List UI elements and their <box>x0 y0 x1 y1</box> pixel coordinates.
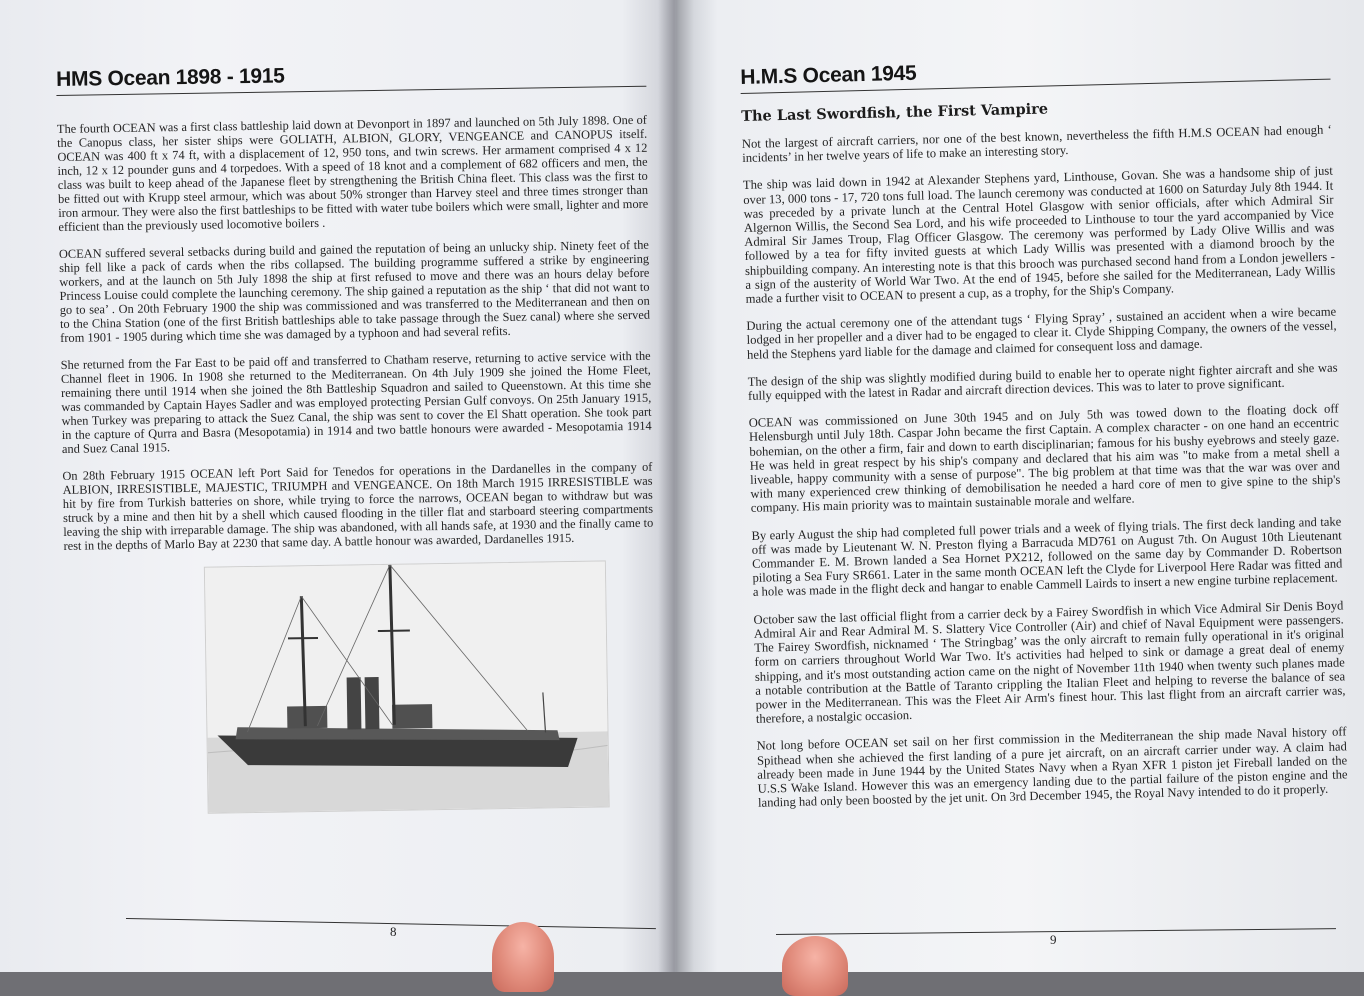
battleship-photo <box>204 560 610 813</box>
fingertip <box>782 936 848 996</box>
right-paragraph-7: October saw the last official flight from a carrier deck by a Fairey Swordfish in which Vice Admiral Sir Denis Boyd Admiral Air and Rear Admiral M. S. Slattery Vice Controller (Air) and chief of Naval Equipment were passengers. The Fairey Swordfish, nicknamed ‘ The Stringbag’ was the only aircraft to remain fully operational in it's original form on carriers throughout World War Two. It's activities had helped to sink or damage a great deal of enemy shipping, and it's most outstanding action came on the night of November 11th 1940 when twenty such planes made a notable contribution at the Battle of Taranto crippling the Italian Fleet and helping to reverse the balance of sea power in the Mediterranean. This was the Fleet Air Arm's finest hour. This last flight from an aircraft carrier was, therefore, a nostalgic occasion. <box>753 598 1346 726</box>
right-paragraph-8: Not long before OCEAN set sail on her first commission in the Mediterranean the ship made Naval history off Spithead when she achieved the first landing of a pure jet aircraft, on an aircraft carrier under way. A claim had already been made in June 1944 by the United States Navy when a Ryan XFR 1 piston jet Fireball landed on the U.S.S Wake Island. However this was an emergency landing due to the partial failure of the piston engine and the landing had only been boosted by the jet unit. On 3rd December 1945, the Royal Navy intended to do it properly. <box>756 725 1348 810</box>
left-paragraph-1: The fourth OCEAN was a first class battleship laid down at Devonport in 1897 and launched on 5th July 1898. One of the Canopus class, her sister ships were GOLIATH, ALBION, GLORY, VENGEANCE and CANOPUS itself. OCEAN was 400 ft x 74 ft, with a displacement of 12, 950 tons, and twin screws. Her armament comprised 4 x 12 inch, 12 x 12 pounder guns and 4 torpedoes. With a speed of 18 knot and a complement of 682 officers and men, the class was built to keep ahead of the Japanese fleet by strengthening the British China fleet. This class was the first to be fitted out with Krupp steel armour, which was about 50% stronger than Harvey steel and three times stronger than iron armour. They were also the first battleships to be fitted with water tube boilers which were small, lighter and more efficient than the previously used locomotive boilers . <box>57 113 649 234</box>
left-page-content <box>56 59 658 816</box>
left-page <box>0 0 676 972</box>
left-page-heading: HMS Ocean 1898 - 1915 <box>56 59 646 96</box>
fingertip <box>492 922 554 992</box>
left-paragraph-4: On 28th February 1915 OCEAN left Port Said for Tenedos for operations in the Dardanelles in the company of ALBION, IRRESISTIBLE, MAJESTIC, TRIUMPH and VENGEANCE. On 18th March 1915 IRRESISTIBLE was hit by fire from Turkish batteries on shore, while trying to force the narrows, OCEAN began to withdraw but was struck by a mine and then hit by a shell which caused flooding in the tiller flat and starboard steering compartments leaving the ship with irreparable damage. The ship was abandoned, with all hands safe, at 1930 and the finally came to rest in the depths of Marlo Bay at 2230 that same day. A battle honour was awarded, Dardanelles 1915. <box>62 460 653 553</box>
right-paragraph-6: By early August the ship had completed full power trials and a week of flying trials. The first deck landing and take off was made by Lieutenant W. N. Preston flying a Barracuda MD761 on August 7th. On August 10th Lieutenant Commander E. M. Brown landed a Sea Hornet PX212, followed on the same day by Commander D. Robertson piloting a Sea Fury SR661. Later in the same month OCEAN left the Clyde for Liverpool Here Radar was fitted and a hole was made in the flight deck and hangar to enable Cammell Lairds to insert a new engine turbine replacement. <box>751 514 1343 599</box>
left-paragraph-3: She returned from the Far East to be paid off and transferred to Chatham reserve, returning to active service with the Channel fleet in 1906. In 1908 she returned to the Mediterranean. On 4th July 1909 she joined the Home Fleet, remaining there until 1914 when she joined the 8th Battleship Squadron and sailed to Queenstown. At this time she was commanded by Captain Hayes Sadler and was employed protecting Persian Gulf convoys. On 25th January 1915, when Turkey was preparing to attack the Suez Canal, the ship was sent to cover the El Shatt operation. She took part in the capture of Qurra and Basra (Mesopotamia) in 1914 and two battle honours were awarded - Mesopotamia 1914 and Suez Canal 1915. <box>61 349 652 456</box>
left-page-number: 8 <box>390 924 397 940</box>
right-paragraph-1: Not the largest of aircraft carriers, nor one of the best known, nevertheless the fifth H.M.S OCEAN had enough ‘ incidents’ in her twelve years of life to make an interesting story. <box>742 123 1333 166</box>
right-page-number: 9 <box>1050 932 1057 948</box>
book-gutter <box>658 0 694 972</box>
right-page-heading: H.M.S Ocean 1945 <box>740 52 1331 94</box>
right-paragraph-4: The design of the ship was slightly modified during build to enable her to operate night fighter aircraft and she was fully equipped with the latest in Radar and aircraft direction devices. This was to later to prove significant. <box>748 360 1339 403</box>
right-paragraph-2: The ship was laid down in 1942 at Alexander Stephens yard, Linthouse, Govan. She was a handsome ship of just over 13, 000 tons - 17, 720 tons full load. The launch ceremony was conducted at 1600 on Saturday July 8th 1944. It was preceded by a private lunch at the Central Hotel Glasgow with senior officials, after which Admiral Sir Algernon Willis, the Second Sea Lord, and his wife proceeded to Linthouse to tour the yard accompanied by Vice Admiral Sir James Troup, Flag Officer Glasgow. The ceremony was performed by Lady Olive Willis and was followed by a tea for fifty invited guests at which Lady Willis was presented with a diamond brooch by the shipbuilding company. An interesting note is that this brooch was purchased second hand from a London jewellers - a sign of the austerity of World War Two. At the end of 1945, before she sailed for the Mediterranean, Lady Willis made a further visit to OCEAN to present a cup, as a trophy, for the Ship's Company. <box>743 164 1336 306</box>
right-paragraph-3: During the actual ceremony one of the attendant tugs ‘ Flying Spray’ , sustained an accident when a wire became lodged in her propeller and a diver had to be engaged to clear it. Clyde Shipping Company, the owners of the vessel, held the Stephens yard liable for the damage and claimed for consequent loss and damage. <box>746 305 1337 362</box>
right-page <box>676 0 1364 972</box>
right-page-subheading: The Last Swordfish, the First Vampire <box>741 94 1331 125</box>
right-page-content <box>740 52 1348 824</box>
left-paragraph-2: OCEAN suffered several setbacks during build and gained the reputation of being an unlucky ship. Ninety feet of the ship fell like a pack of cards when the ribs collapsed. The building programme suffered a strike by engineering workers, and at the launch on 5th July 1898 the ship at first refused to move and there was an hours delay before Princess Louise could complete the launching ceremony. The ship gained a reputation as the ship ‘ that did not want to go to sea’ . On 20th February 1900 the ship was commissioned and was transferred to the Mediterranean and then on to the China Station (one of the first British battleships able to take passage through the Suez canal) where she served from 1901 - 1905 during which time she was damaged by a typhoon and had several refits. <box>59 238 650 345</box>
right-paragraph-5: OCEAN was commissioned on June 30th 1945 and on July 5th was towed down to the floating dock off Helensburgh until July 18th. Caspar John became the first Captain. A complex character - on one hand an eccentric bohemian, on the other a firm, fair and down to earth disciplinarian; famous for his bushy eyebrows and steely gaze. He was held in great respect by his ship's company and declared that his aim was "to make from a metal shell a liveable, happy community with a sense of purpose". The big problem at that time was that the war was over and with many experienced crew thinking of demobilisation he needed a hard core of men to give spine to the ship's company. His main priority was to maintain sustainable morale and welfare. <box>749 402 1341 516</box>
